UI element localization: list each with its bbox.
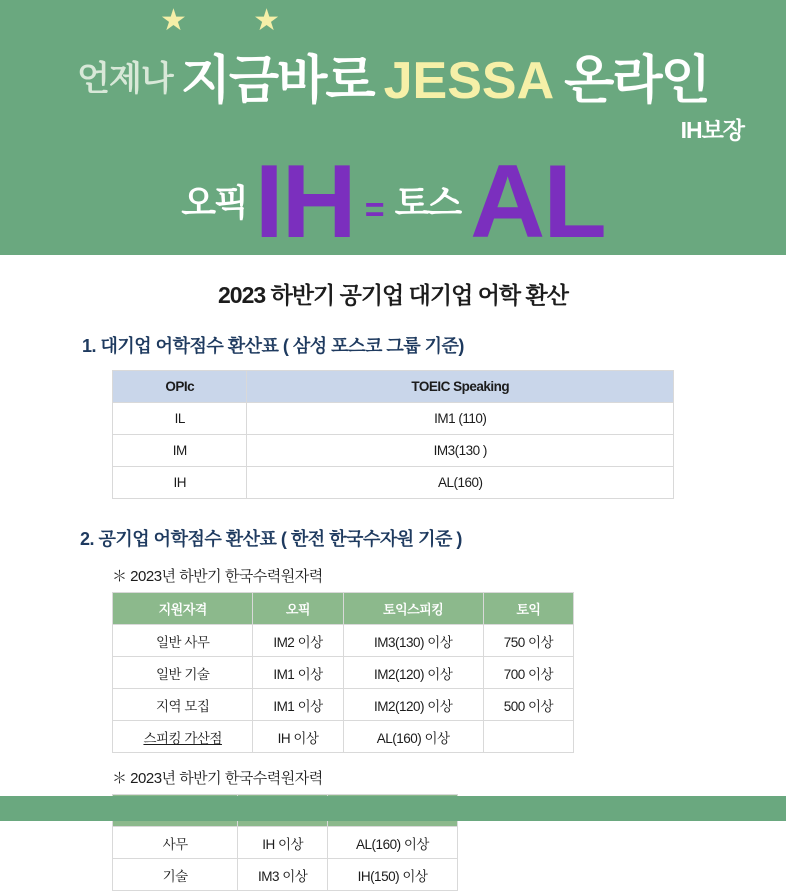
content-area <box>0 255 786 884</box>
star-left-icon: ★ <box>160 4 187 37</box>
table-row <box>113 859 458 891</box>
hero-comparison <box>0 144 786 255</box>
table-row <box>113 403 674 435</box>
column-header: 지원자격 <box>113 593 253 625</box>
hero-headline <box>0 38 786 113</box>
table-row <box>113 657 574 689</box>
conversion-table-large-corp <box>112 370 674 499</box>
table-cell: 500 이상 <box>483 689 573 721</box>
table-row <box>113 827 458 859</box>
table-cell: IM2(120) 이상 <box>343 657 483 689</box>
table-cell: IM3(130 ) <box>247 435 674 467</box>
table-cell: 750 이상 <box>483 625 573 657</box>
table-row <box>113 625 574 657</box>
table-cell: IM1 (110) <box>247 403 674 435</box>
hero-al-text: AL <box>470 144 605 255</box>
section-2-note-1: ＊ 2023년 하반기 한국수력원자력 <box>112 568 323 585</box>
hero-banner <box>0 0 786 255</box>
column-header: TOEIC Speaking <box>247 371 674 403</box>
table-cell: AL(160) <box>247 467 674 499</box>
table-cell: IM1 이상 <box>253 689 343 721</box>
stars-decoration <box>160 6 280 36</box>
table-cell: IM2(120) 이상 <box>343 689 483 721</box>
table-cell: IM3 이상 <box>238 859 328 891</box>
section-2-note-2: ＊ 2023년 하반기 한국수력원자력 <box>112 770 323 787</box>
hero-online-text: 온라인 <box>564 52 709 110</box>
table-cell: 일반 사무 <box>113 625 253 657</box>
table-header-row <box>113 593 574 625</box>
table-cell: IL <box>113 403 247 435</box>
table-cell: 일반 기술 <box>113 657 253 689</box>
table-cell: IH 이상 <box>238 827 328 859</box>
column-header: OPIc <box>113 371 247 403</box>
table-cell: IH(150) 이상 <box>327 859 457 891</box>
table-cell: 700 이상 <box>483 657 573 689</box>
hero-equals-sign: = <box>364 191 385 229</box>
table-cell: 지역 모집 <box>113 689 253 721</box>
table-cell: 스피킹 가산점 <box>113 721 253 753</box>
table-cell: IH 이상 <box>253 721 343 753</box>
column-header: 토익 <box>483 593 573 625</box>
table-cell: IH <box>113 467 247 499</box>
footer-bar <box>0 796 786 821</box>
hero-always-text: 언제나 <box>77 60 173 98</box>
section-1-heading: 1. 대기업 어학점수 환산표 ( 삼성 포스코 그룹 기준) <box>82 336 464 356</box>
hero-guarantee-badge: IH보장 <box>680 117 744 143</box>
table-row <box>113 721 574 753</box>
hero-opic-label: 오픽 <box>181 182 247 223</box>
hero-ih-text: IH <box>254 144 355 255</box>
table-header-row <box>113 371 674 403</box>
page-title: 2023 하반기 공기업 대기업 어학 환산 <box>218 282 568 308</box>
table-cell: IM3(130) 이상 <box>343 625 483 657</box>
hero-now-text: 지금바로 <box>180 52 374 110</box>
table-cell: AL(160) 이상 <box>343 721 483 753</box>
star-right-icon: ★ <box>253 4 280 37</box>
table-cell: 기술 <box>113 859 238 891</box>
column-header: 오픽 <box>253 593 343 625</box>
hero-tos-label: 토스 <box>394 182 461 223</box>
section-2-heading: 2. 공기업 어학점수 환산표 ( 한전 한국수자원 기준 ) <box>80 529 462 549</box>
table-row <box>113 689 574 721</box>
table-cell: 사무 <box>113 827 238 859</box>
column-header: 토익스피킹 <box>343 593 483 625</box>
hero-brand-text: JESSA <box>383 52 555 110</box>
table-cell: IM1 이상 <box>253 657 343 689</box>
table-cell: IM2 이상 <box>253 625 343 657</box>
table-row <box>113 435 674 467</box>
table-cell <box>483 721 573 753</box>
table-cell: AL(160) 이상 <box>327 827 457 859</box>
table-cell: IM <box>113 435 247 467</box>
table-row <box>113 467 674 499</box>
conversion-table-khnp-1 <box>112 592 574 753</box>
